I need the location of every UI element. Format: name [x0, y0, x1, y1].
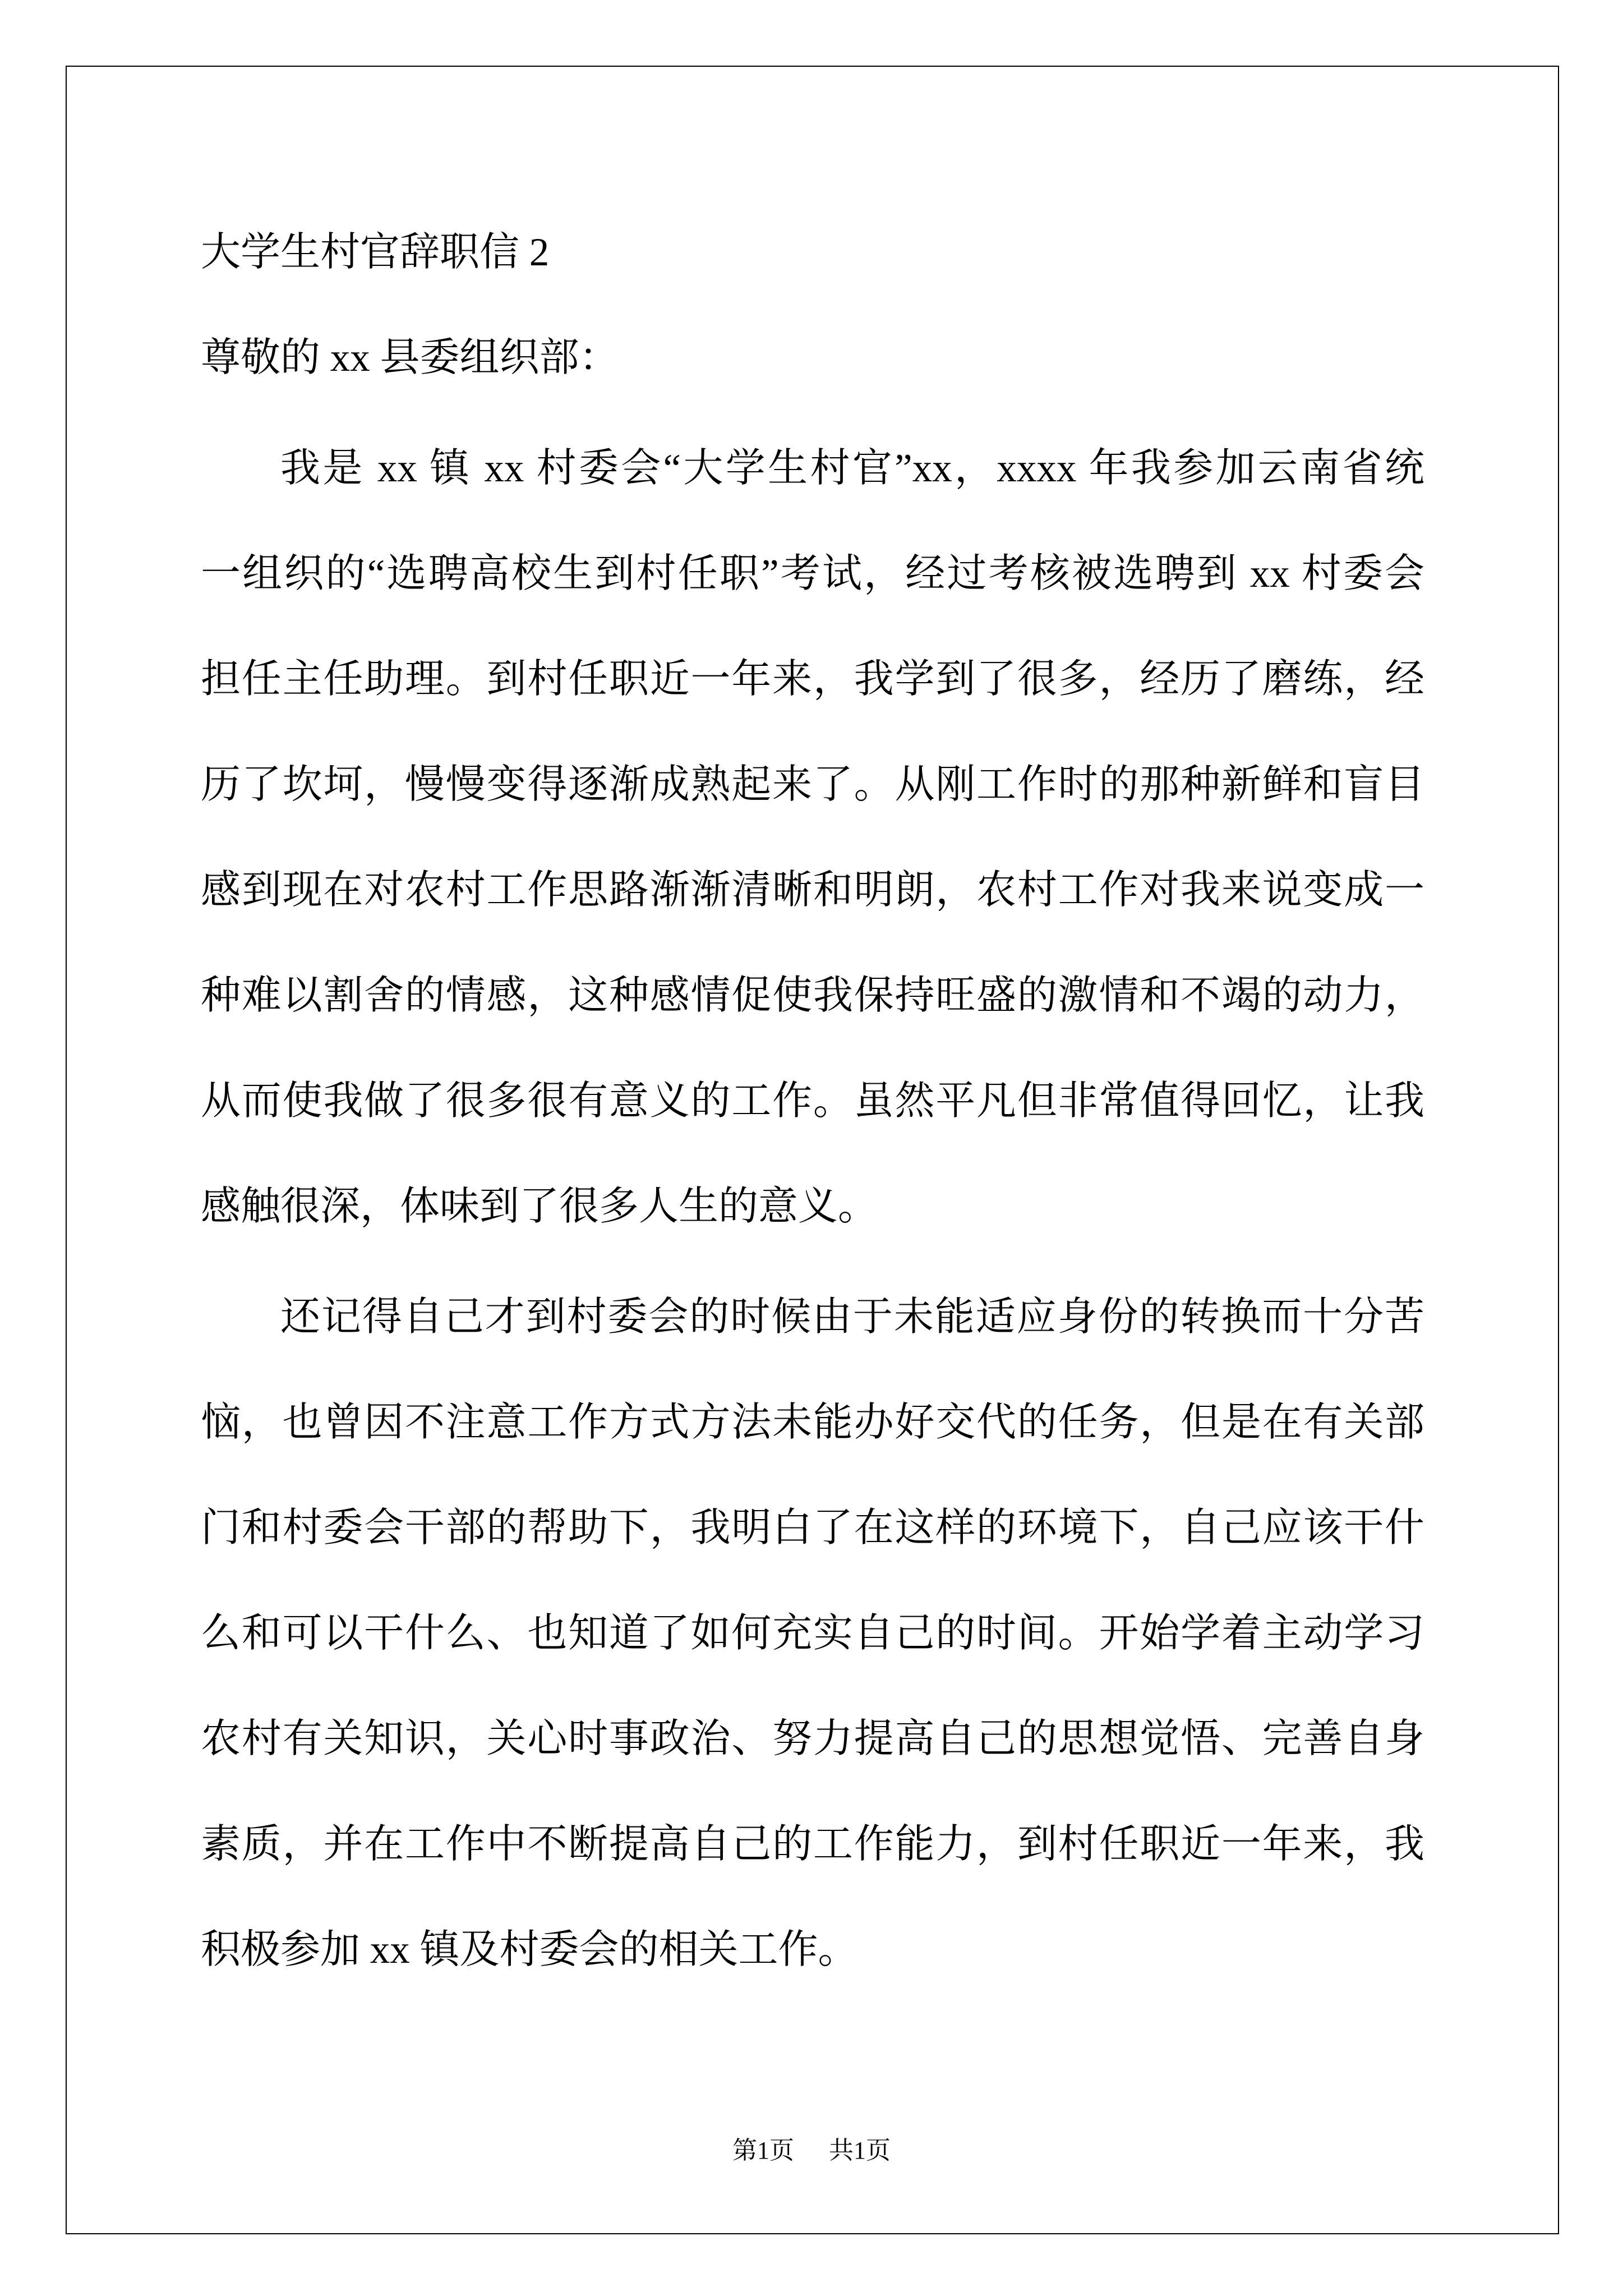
paragraph-line: 种难以割舍的情感，这种感情促使我保持旺盛的激情和不竭的动力，: [201, 974, 1424, 1018]
salutation: 尊敬的 xx 县委组织部：: [201, 336, 619, 380]
page-number: 第1页: [732, 2137, 794, 2164]
paragraph-line: 么和可以干什么、也知道了如何充实自己的时间。开始学着主动学习: [201, 1612, 1424, 1655]
body-paragraph-1: [201, 416, 1424, 1259]
paragraph-line: 门和村委会干部的帮助下，我明白了在这样的环境下，自己应该干什: [201, 1506, 1424, 1550]
paragraph-line: 素质，并在工作中不断提高自己的工作能力，到村任职近一年来，我: [201, 1823, 1424, 1866]
paragraph-line: 担任主任助理。到村任职近一年来，我学到了很多，经历了磨练，经: [201, 657, 1424, 701]
paragraph-line: 一组织的“选聘高校生到村任职”考试，经过考核被选聘到 xx 村委会: [201, 552, 1424, 596]
paragraph-line: 历了坎坷，慢慢变得逐渐成熟起来了。从刚工作时的那种新鲜和盲目: [201, 763, 1424, 807]
paragraph-line: 积极参加 xx 镇及村委会的相关工作。: [201, 1928, 858, 1972]
document-title: 大学生村官辞职信 2: [201, 231, 550, 274]
document-body: [201, 200, 1424, 2003]
paragraph-line: 农村有关知识，关心时事政治、努力提高自己的思想觉悟、完善自身: [201, 1717, 1424, 1761]
paragraph-line: 感触很深，体味到了很多人生的意义。: [201, 1185, 878, 1228]
body-paragraph-2: [201, 1264, 1424, 2003]
page-footer: [0, 2136, 1623, 2165]
paragraph-line: 感到现在对农村工作思路渐渐清晰和明朗，农村工作对我来说变成一: [201, 868, 1424, 912]
paragraph-line: 从而使我做了很多很有意义的工作。虽然平凡但非常值得回忆，让我: [201, 1079, 1424, 1123]
paragraph-line: 还记得自己才到村委会的时候由于未能适应身份的转换而十分苦: [280, 1295, 1424, 1339]
page-total: 共1页: [829, 2137, 891, 2164]
paragraph-line: 恼，也曾因不注意工作方式方法未能办好交代的任务，但是在有关部: [201, 1401, 1424, 1444]
paragraph-line: 我是 xx 镇 xx 村委会“大学生村官”xx，xxxx 年我参加云南省统: [280, 447, 1424, 490]
